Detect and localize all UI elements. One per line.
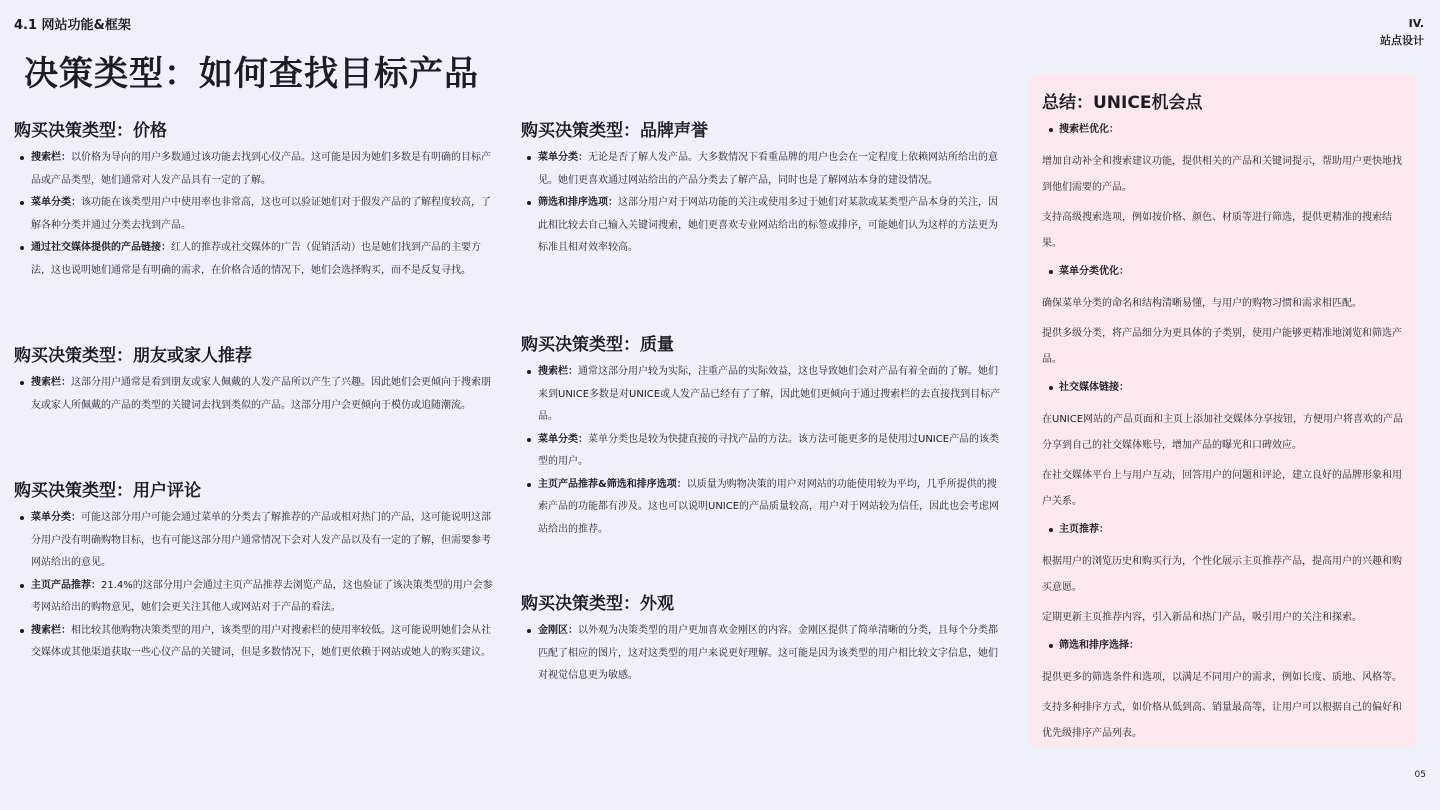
bullet-list — [521, 361, 1003, 541]
summary-paragraph: 在UNICE网站的产品页面和主页上添加社交媒体分享按钮，方便用户将喜欢的产品分享到自己的社交媒体账号，增加产品的曝光和口碑效应。 — [1042, 414, 1404, 451]
item-label: 菜单分类： — [31, 512, 81, 523]
item-text: 以外观为决策类型的用户更加喜欢金刚区的内容。金刚区提供了简单清晰的分类，且每个分类都匹配了相应的图片，这对这类型的用户来说更好理解。这可能是因为该类型的用户相比较文字信息，她们对视觉信息更为敏感。 — [538, 625, 998, 681]
summary-heading-menu: 菜单分类优化： — [1042, 261, 1404, 283]
item-label: 搜索栏： — [31, 152, 71, 163]
summary-heading-social: 社交媒体链接： — [1042, 377, 1404, 399]
item-label: 主页产品推荐： — [31, 579, 101, 591]
section-user-reviews — [14, 476, 496, 665]
section-brand-reputation — [521, 116, 1003, 260]
item-text: 无论是否了解人发产品。大多数情况下看重品牌的用户也会在一定程度上依赖网站所给出的意见。她们更喜欢通过网站给出的产品分类去了解产品，同时也是了解网站本身的建设情况。 — [538, 152, 998, 186]
item-label: 菜单分类： — [538, 433, 588, 445]
section-appearance — [521, 589, 1003, 688]
item-text: 红人的推荐或社交媒体的广告（促销活动）也是她们找到产品的主要方法，这也说明她们通常是有明确的需求，在价格合适的情况下，她们会选择购买，而不是反复寻找。 — [31, 242, 481, 276]
summary-paragraph: 根据用户的浏览历史和购买行为，个性化展示主页推荐产品，提高用户的兴趣和购买意愿。 — [1042, 556, 1402, 593]
item-label: 筛选和排序选项： — [538, 197, 618, 208]
section-friends-family — [14, 341, 496, 417]
list-item — [31, 507, 496, 575]
chapter-number: IV. — [1408, 17, 1424, 30]
page-title: 决策类型：如何查找目标产品 — [24, 54, 479, 94]
item-text: 该功能在该类型用户中使用率也非常高，这也可以验证她们对于假发产品的了解程度较高，了解各种分类并通过分类去找到产品。 — [31, 197, 491, 231]
summary-paragraph: 提供更多的筛选条件和选项，以满足不同用户的需求，例如长度、质地、风格等。 — [1042, 672, 1402, 683]
bullet-list — [14, 507, 496, 665]
bullet-list — [14, 372, 496, 417]
summary-title: 总结：UNICE机会点 — [1042, 93, 1203, 113]
summary-heading-filter: 筛选和排序选择： — [1042, 635, 1404, 657]
summary-paragraph: 提供多级分类，将产品细分为更具体的子类别，使用户能够更精准地浏览和筛选产品。 — [1042, 328, 1402, 365]
page-number: 05 — [1414, 770, 1426, 780]
section-price — [14, 116, 496, 282]
section-title: 购买决策类型：品牌声誉 — [521, 121, 708, 141]
item-text: 这部分用户通常是看到朋友或家人佩戴的人发产品所以产生了兴趣。因此她们会更倾向于搜索朋友或家人所佩戴的产品的类型的关键词去找到类似的产品。这部分用户会更倾向于模仿或追随潮流。 — [31, 377, 491, 411]
item-text: 这部分用户对于网站功能的关注或使用多过于她们对某款或某类型产品本身的关注，因此相比较去自己输入关键词搜索，她们更喜欢专业网站给出的标签或排序，可能她们认为这样的方法更为标准且相对效率较高。 — [538, 197, 998, 253]
item-text: 通常这部分用户较为实际，注重产品的实际效益，这也导致她们会对产品有着全面的了解。她们来到UNICE多数是对UNICE或人发产品已经有了了解，因此她们更倾向于通过搜索栏的去直接找到目标产品。 — [538, 366, 1001, 422]
item-label: 菜单分类： — [538, 152, 588, 163]
item-label: 金刚区： — [538, 625, 578, 636]
chapter-name: 站点设计 — [1380, 34, 1424, 47]
section-title: 购买决策类型：外观 — [521, 594, 674, 614]
summary-paragraph: 增加自动补全和搜索建议功能，提供相关的产品和关键词提示，帮助用户更快地找到他们需要的产品。 — [1042, 156, 1402, 193]
summary-paragraph: 在社交媒体平台上与用户互动，回答用户的问题和评论，建立良好的品牌形象和用户关系。 — [1042, 470, 1402, 507]
summary-heading-homepage: 主页推荐： — [1042, 519, 1404, 541]
section-label: 4.1 网站功能&框架 — [14, 18, 131, 33]
item-label: 菜单分类： — [31, 197, 81, 208]
summary-heading-search: 搜索栏优化： — [1042, 119, 1404, 141]
list-item — [538, 147, 1003, 192]
list-item — [538, 620, 1003, 688]
item-label: 搜索栏： — [31, 377, 71, 388]
item-label: 搜索栏： — [538, 366, 578, 377]
summary-paragraph: 支持高级搜索选项，例如按价格、颜色、材质等进行筛选，提供更精准的搜索结果。 — [1042, 212, 1392, 249]
bullet-list — [14, 147, 496, 282]
bullet-list — [521, 147, 1003, 260]
summary-paragraph: 确保菜单分类的命名和结构清晰易懂，与用户的购物习惯和需求相匹配。 — [1042, 298, 1362, 309]
list-item — [31, 237, 496, 282]
list-item — [538, 361, 1003, 429]
chapter-label — [1380, 15, 1424, 49]
section-title: 购买决策类型：用户评论 — [14, 481, 201, 501]
section-title: 购买决策类型：朋友或家人推荐 — [14, 346, 252, 366]
item-label: 搜索栏： — [31, 624, 71, 636]
list-item — [31, 372, 496, 417]
section-title: 购买决策类型：质量 — [521, 335, 674, 355]
item-text: 21.4%的这部分用户会通过主页产品推荐去浏览产品，这也验证了该决策类型的用户会参考网站给出的购物意见，她们会更关注其他人或网站对于产品的看法。 — [31, 579, 493, 613]
item-text: 以质量为购物决策的用户对网站的功能使用较为平均，几乎所提供的搜索产品的功能都有涉及。这也可以说明UNICE的产品质量较高，用户对于网站较为信任，因此也会考虑网站给出的推荐。 — [538, 478, 1000, 535]
item-label: 主页产品推荐&筛选和排序选项： — [538, 478, 687, 490]
list-item — [31, 192, 496, 237]
section-title: 购买决策类型：价格 — [14, 121, 167, 141]
list-item — [31, 147, 496, 192]
item-label: 通过社交媒体提供的产品链接： — [31, 242, 171, 253]
item-text: 可能这部分用户可能会通过菜单的分类去了解推荐的产品或相对热门的产品，这可能说明这部分用户没有明确购物目标，也有可能这部分用户通常情况下会对人发产品以及有一定的了解，但需要参考网站给出的意见。 — [31, 512, 491, 568]
item-text: 菜单分类也是较为快捷直接的寻找产品的方法。该方法可能更多的是使用过UNICE产品的该类型的用户。 — [538, 433, 1000, 467]
bullet-list — [521, 620, 1003, 688]
summary-paragraph: 支持多种排序方式，如价格从低到高、销量最高等，让用户可以根据自己的偏好和优先级排序产品列表。 — [1042, 702, 1402, 739]
summary-panel — [1029, 74, 1417, 747]
section-quality — [521, 330, 1003, 541]
summary-paragraph: 定期更新主页推荐内容，引入新品和热门产品，吸引用户的关注和探索。 — [1042, 612, 1362, 623]
list-item — [538, 429, 1003, 474]
list-item — [31, 620, 496, 665]
list-item — [538, 192, 1003, 260]
list-item — [538, 474, 1003, 542]
item-text: 以价格为导向的用户多数通过该功能去找到心仪产品。这可能是因为她们多数是有明确的目标产品或产品类型，她们通常对人发产品具有一定的了解。 — [31, 152, 491, 186]
item-text: 相比较其他购物决策类型的用户，该类型的用户对搜索栏的使用率较低。这可能说明她们会从社交媒体或其他渠道获取一些心仪产品的关键词，但是多数情况下，她们更依赖于网站或她人的购买建议。 — [31, 624, 491, 658]
list-item — [31, 575, 496, 620]
